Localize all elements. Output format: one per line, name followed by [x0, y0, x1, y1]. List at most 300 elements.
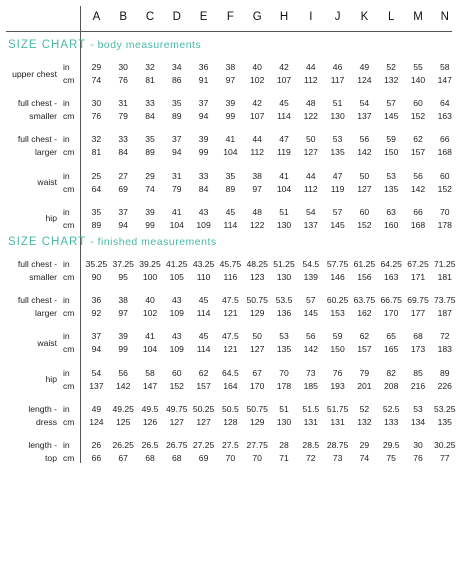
value-in: 37 — [118, 206, 128, 217]
value-cm: 81 — [91, 147, 102, 158]
value-cm: 89 — [145, 147, 155, 158]
value-cm: 67 — [118, 453, 128, 463]
value-in: 45.75 — [219, 259, 242, 269]
value-in: 63 — [386, 206, 396, 217]
value-in: 85 — [413, 367, 423, 378]
value-in: 36 — [91, 295, 102, 306]
row-label-line: full chest - — [17, 98, 57, 109]
value-in: 27.75 — [246, 440, 268, 450]
value-cm: 117 — [330, 75, 345, 85]
value-cm: 177 — [410, 308, 426, 319]
value-cm: 135 — [330, 147, 345, 158]
value-cm: 130 — [276, 416, 292, 427]
value-cm: 105 — [169, 272, 184, 282]
unit-in: in — [63, 259, 70, 269]
value-cm: 84 — [198, 183, 209, 194]
value-cm: 92 — [91, 308, 102, 319]
value-in: 39 — [198, 134, 209, 145]
unit-cm: cm — [63, 416, 75, 427]
value-cm: 107 — [250, 111, 265, 122]
value-in: 39 — [225, 98, 236, 109]
value-cm: 132 — [357, 416, 372, 427]
value-in: 50.5 — [222, 403, 239, 414]
value-in: 45 — [198, 295, 209, 306]
value-in: 64.5 — [222, 367, 239, 378]
unit-in: in — [63, 440, 70, 450]
value-cm: 127 — [196, 416, 211, 427]
unit-in: in — [63, 331, 70, 342]
value-cm: 124 — [89, 416, 104, 427]
value-in: 37.25 — [112, 259, 134, 269]
value-cm: 126 — [142, 416, 158, 427]
value-cm: 74 — [359, 453, 370, 463]
value-cm: 90 — [91, 272, 102, 282]
value-cm: 84 — [118, 147, 128, 158]
value-in: 44 — [252, 134, 262, 145]
value-cm: 135 — [384, 183, 399, 194]
value-in: 64 — [440, 98, 450, 109]
row-label — [0, 258, 57, 284]
value-cm: 133 — [384, 416, 399, 427]
value-cm: 81 — [145, 75, 155, 85]
value-cm: 146 — [330, 272, 345, 282]
value-in: 41.25 — [166, 259, 188, 269]
value-in: 82 — [386, 367, 396, 378]
value-cm: 121 — [223, 344, 238, 355]
value-cm: 135 — [437, 416, 452, 427]
value-in: 30 — [118, 62, 128, 72]
value-in: 56 — [306, 331, 316, 342]
value-in: 27.5 — [222, 440, 239, 450]
value-in: 62 — [198, 367, 209, 378]
value-in: 73.75 — [434, 295, 456, 306]
value-cm: 97 — [118, 308, 128, 319]
value-in: 35 — [172, 98, 182, 109]
column-header-h: H — [279, 11, 289, 23]
value-in: 71.25 — [434, 259, 456, 269]
value-in: 60 — [359, 206, 370, 217]
value-cm: 168 — [410, 219, 426, 230]
value-cm: 70 — [252, 453, 262, 463]
value-in: 26 — [91, 440, 102, 450]
value-cm: 79 — [172, 183, 182, 194]
value-cm: 127 — [250, 344, 265, 355]
value-in: 49 — [359, 62, 370, 72]
value-cm: 170 — [384, 308, 399, 319]
value-cm: 104 — [142, 344, 158, 355]
value-in: 35.25 — [85, 259, 108, 269]
value-cm: 150 — [384, 147, 399, 158]
value-cm: 185 — [303, 380, 318, 391]
value-cm: 127 — [169, 416, 184, 427]
value-in: 67.25 — [407, 259, 429, 269]
value-in: 38 — [252, 170, 262, 181]
value-cm: 100 — [142, 272, 158, 282]
value-cm: 142 — [116, 380, 131, 391]
value-cm: 110 — [196, 272, 211, 282]
value-in: 72 — [440, 331, 450, 342]
value-cm: 119 — [330, 183, 345, 194]
value-in: 43.25 — [192, 259, 215, 269]
value-in: 49.25 — [112, 403, 134, 414]
value-cm: 112 — [303, 75, 318, 85]
value-in: 46 — [332, 62, 343, 72]
value-in: 62 — [359, 331, 370, 342]
value-in: 70 — [279, 367, 289, 378]
column-header-e: E — [199, 11, 208, 23]
value-cm: 94 — [172, 147, 182, 158]
value-in: 64.25 — [380, 259, 402, 269]
value-cm: 74 — [91, 75, 102, 85]
row-label-line: larger — [35, 308, 57, 319]
value-cm: 122 — [303, 111, 318, 122]
value-cm: 226 — [437, 380, 452, 391]
value-in: 59 — [386, 134, 396, 145]
row-label — [0, 68, 57, 81]
value-in: 66 — [440, 134, 450, 145]
unit-cm: cm — [63, 344, 75, 355]
value-cm: 137 — [89, 380, 104, 391]
value-cm: 89 — [225, 183, 236, 194]
value-in: 58 — [440, 62, 450, 72]
column-header-c: C — [145, 11, 155, 23]
column-header-d: D — [172, 11, 181, 23]
value-cm: 102 — [142, 308, 158, 319]
value-cm: 157 — [357, 344, 372, 355]
value-in: 35 — [91, 206, 102, 217]
value-cm: 109 — [196, 219, 211, 230]
value-cm: 68 — [172, 453, 182, 463]
value-in: 43 — [172, 331, 182, 342]
column-header-m: M — [413, 11, 423, 23]
value-cm: 201 — [357, 380, 372, 391]
value-in: 26.5 — [141, 440, 159, 450]
column-header-g: G — [252, 11, 262, 23]
value-cm: 123 — [250, 272, 265, 282]
value-cm: 76 — [91, 111, 102, 122]
value-cm: 95 — [118, 272, 128, 282]
value-cm: 145 — [330, 219, 345, 230]
value-cm: 89 — [172, 111, 182, 122]
row-label — [0, 373, 57, 386]
header-divider — [6, 31, 452, 32]
value-cm: 64 — [91, 183, 102, 194]
column-header-k: K — [360, 11, 369, 23]
value-cm: 150 — [330, 344, 345, 355]
value-cm: 76 — [118, 75, 128, 85]
value-cm: 112 — [303, 183, 318, 194]
value-cm: 162 — [357, 308, 372, 319]
value-in: 33 — [198, 170, 209, 181]
row-label-line: full chest - — [17, 295, 57, 306]
row-label-line: hip — [45, 213, 57, 224]
value-cm: 72 — [306, 453, 316, 463]
value-cm: 112 — [250, 147, 265, 158]
value-in: 30 — [413, 440, 423, 450]
unit-cm: cm — [63, 75, 75, 85]
column-header-j: J — [334, 11, 341, 23]
unit-in: in — [63, 134, 70, 145]
value-in: 62 — [413, 134, 423, 145]
value-in: 57 — [386, 98, 396, 109]
value-cm: 152 — [169, 380, 184, 391]
value-in: 29 — [145, 170, 155, 181]
column-header-f: F — [226, 11, 234, 23]
value-in: 66.75 — [380, 295, 402, 306]
value-in: 68 — [413, 331, 423, 342]
value-cm: 156 — [357, 272, 372, 282]
value-cm: 134 — [410, 416, 426, 427]
value-cm: 178 — [437, 219, 452, 230]
value-in: 51 — [279, 403, 289, 414]
value-in: 27 — [118, 170, 128, 181]
value-in: 66 — [413, 206, 423, 217]
value-cm: 132 — [384, 75, 399, 85]
value-in: 61.25 — [353, 259, 376, 269]
value-cm: 79 — [118, 111, 128, 122]
value-in: 57.75 — [326, 259, 349, 269]
value-cm: 142 — [410, 183, 426, 194]
value-cm: 84 — [145, 111, 155, 122]
unit-in: in — [63, 367, 70, 378]
value-in: 37 — [91, 331, 102, 342]
value-cm: 99 — [118, 344, 128, 355]
value-cm: 127 — [357, 183, 372, 194]
value-in: 48 — [306, 98, 316, 109]
value-in: 37 — [172, 134, 182, 145]
value-cm: 109 — [169, 344, 184, 355]
value-in: 29.5 — [382, 440, 400, 450]
value-cm: 77 — [440, 453, 450, 463]
value-in: 60 — [172, 367, 182, 378]
value-in: 41 — [279, 170, 289, 181]
value-cm: 173 — [410, 344, 426, 355]
value-in: 53 — [332, 134, 343, 145]
section-title — [8, 236, 217, 248]
value-cm: 152 — [410, 111, 426, 122]
value-in: 79 — [359, 367, 370, 378]
value-in: 51 — [332, 98, 343, 109]
row-label — [0, 97, 57, 123]
value-in: 31 — [118, 98, 128, 109]
value-in: 33 — [145, 98, 155, 109]
unit-in: in — [63, 98, 70, 109]
value-in: 54 — [306, 206, 316, 217]
column-divider — [80, 6, 81, 463]
value-in: 34 — [172, 62, 182, 72]
row-label — [0, 403, 57, 429]
value-cm: 164 — [223, 380, 238, 391]
value-cm: 187 — [437, 308, 452, 319]
value-in: 28 — [279, 440, 289, 450]
value-cm: 73 — [332, 453, 343, 463]
value-cm: 168 — [437, 147, 452, 158]
value-cm: 157 — [196, 380, 211, 391]
value-cm: 157 — [410, 147, 426, 158]
value-in: 60.25 — [326, 295, 349, 306]
value-in: 41 — [145, 331, 155, 342]
value-in: 56 — [118, 367, 128, 378]
value-cm: 76 — [413, 453, 423, 463]
value-in: 49.75 — [166, 403, 188, 414]
value-in: 28.75 — [326, 440, 349, 450]
value-cm: 69 — [118, 183, 128, 194]
value-in: 47 — [279, 134, 289, 145]
value-in: 42 — [279, 62, 289, 72]
value-cm: 129 — [250, 416, 265, 427]
value-in: 63.75 — [353, 295, 376, 306]
row-label-line: length - — [28, 440, 57, 450]
row-label — [0, 294, 57, 320]
unit-in: in — [63, 62, 70, 72]
unit-cm: cm — [63, 272, 75, 282]
value-in: 52 — [359, 403, 370, 414]
value-in: 44 — [306, 170, 316, 181]
value-in: 50 — [359, 170, 370, 181]
section-title — [8, 39, 201, 51]
value-cm: 71 — [279, 453, 289, 463]
value-cm: 69 — [198, 453, 209, 463]
value-in: 54 — [91, 367, 102, 378]
value-cm: 181 — [437, 272, 452, 282]
value-in: 49 — [91, 403, 102, 414]
value-cm: 99 — [225, 111, 236, 122]
unit-cm: cm — [63, 380, 75, 391]
value-in: 65 — [386, 331, 396, 342]
value-cm: 114 — [196, 308, 211, 319]
value-in: 48.25 — [246, 259, 268, 269]
value-cm: 74 — [145, 183, 155, 194]
row-label-line: larger — [35, 147, 57, 158]
value-cm: 145 — [303, 308, 318, 319]
row-label-line: hip — [45, 374, 57, 385]
section-title-main: SIZE CHART — [8, 236, 91, 248]
value-cm: 193 — [330, 380, 345, 391]
value-cm: 94 — [91, 344, 102, 355]
value-in: 39.25 — [139, 259, 161, 269]
value-in: 54.5 — [302, 259, 320, 269]
value-cm: 116 — [223, 272, 238, 282]
value-cm: 127 — [303, 147, 318, 158]
value-in: 38 — [118, 295, 128, 306]
value-in: 37 — [198, 98, 209, 109]
column-header-n: N — [440, 11, 449, 23]
value-cm: 68 — [145, 453, 155, 463]
value-cm: 94 — [198, 111, 209, 122]
value-in: 47.5 — [222, 331, 239, 342]
value-in: 41 — [225, 134, 236, 145]
value-cm: 114 — [196, 344, 211, 355]
value-cm: 125 — [116, 416, 131, 427]
value-in: 25 — [91, 170, 102, 181]
value-in: 58 — [145, 367, 155, 378]
row-label-line: waist — [37, 177, 57, 188]
value-cm: 152 — [357, 219, 372, 230]
value-in: 50 — [252, 331, 262, 342]
unit-in: in — [63, 170, 70, 181]
value-in: 36 — [198, 62, 209, 72]
value-in: 76 — [332, 367, 343, 378]
value-cm: 124 — [357, 75, 372, 85]
value-cm: 99 — [198, 147, 209, 158]
value-in: 35 — [145, 134, 155, 145]
value-in: 52 — [386, 62, 396, 72]
value-in: 43 — [172, 295, 182, 306]
row-label-line: top — [45, 453, 57, 463]
value-cm: 94 — [118, 219, 128, 230]
value-in: 38 — [225, 62, 236, 72]
value-in: 35 — [225, 170, 236, 181]
value-cm: 183 — [437, 344, 452, 355]
value-cm: 131 — [330, 416, 345, 427]
value-in: 50.25 — [192, 403, 215, 414]
value-cm: 130 — [330, 111, 345, 122]
value-in: 39 — [118, 331, 128, 342]
value-cm: 104 — [169, 219, 184, 230]
value-cm: 129 — [250, 308, 265, 319]
value-in: 53 — [413, 403, 423, 414]
value-in: 29 — [359, 440, 370, 450]
value-in: 45 — [225, 206, 236, 217]
value-in: 54 — [359, 98, 370, 109]
value-cm: 119 — [277, 147, 291, 158]
value-cm: 171 — [410, 272, 426, 282]
value-in: 43 — [198, 206, 209, 217]
row-label — [0, 439, 57, 465]
value-cm: 89 — [91, 219, 102, 230]
value-in: 50.75 — [246, 295, 268, 306]
value-in: 50 — [306, 134, 316, 145]
value-in: 32 — [145, 62, 155, 72]
value-cm: 99 — [145, 219, 155, 230]
value-in: 51.25 — [273, 259, 295, 269]
value-in: 30.25 — [434, 440, 456, 450]
value-in: 33 — [118, 134, 128, 145]
value-cm: 102 — [250, 75, 265, 85]
value-in: 89 — [440, 367, 450, 378]
value-cm: 208 — [384, 380, 399, 391]
value-cm: 97 — [225, 75, 236, 85]
unit-in: in — [63, 403, 70, 414]
value-in: 32 — [91, 134, 102, 145]
value-in: 60 — [413, 98, 423, 109]
value-cm: 91 — [198, 75, 209, 85]
value-in: 51 — [279, 206, 289, 217]
value-in: 31 — [172, 170, 182, 181]
section-title-main: SIZE CHART — [8, 39, 91, 51]
value-cm: 130 — [276, 272, 292, 282]
value-in: 53.25 — [434, 403, 456, 414]
value-in: 57 — [332, 206, 343, 217]
unit-cm: cm — [63, 147, 75, 158]
value-in: 26.25 — [112, 440, 134, 450]
value-cm: 104 — [223, 147, 238, 158]
value-cm: 152 — [437, 183, 452, 194]
unit-cm: cm — [63, 453, 75, 463]
row-label-line: dress — [35, 416, 57, 427]
value-cm: 131 — [303, 416, 318, 427]
value-cm: 107 — [276, 75, 292, 85]
value-in: 26.75 — [166, 440, 188, 450]
value-in: 67 — [252, 367, 262, 378]
value-in: 73 — [306, 367, 316, 378]
row-label-line: smaller — [29, 111, 57, 122]
value-in: 70 — [440, 206, 450, 217]
column-header-a: A — [92, 11, 101, 23]
value-cm: 121 — [223, 308, 238, 319]
value-cm: 122 — [250, 219, 265, 230]
row-label-line: full chest - — [17, 259, 57, 269]
